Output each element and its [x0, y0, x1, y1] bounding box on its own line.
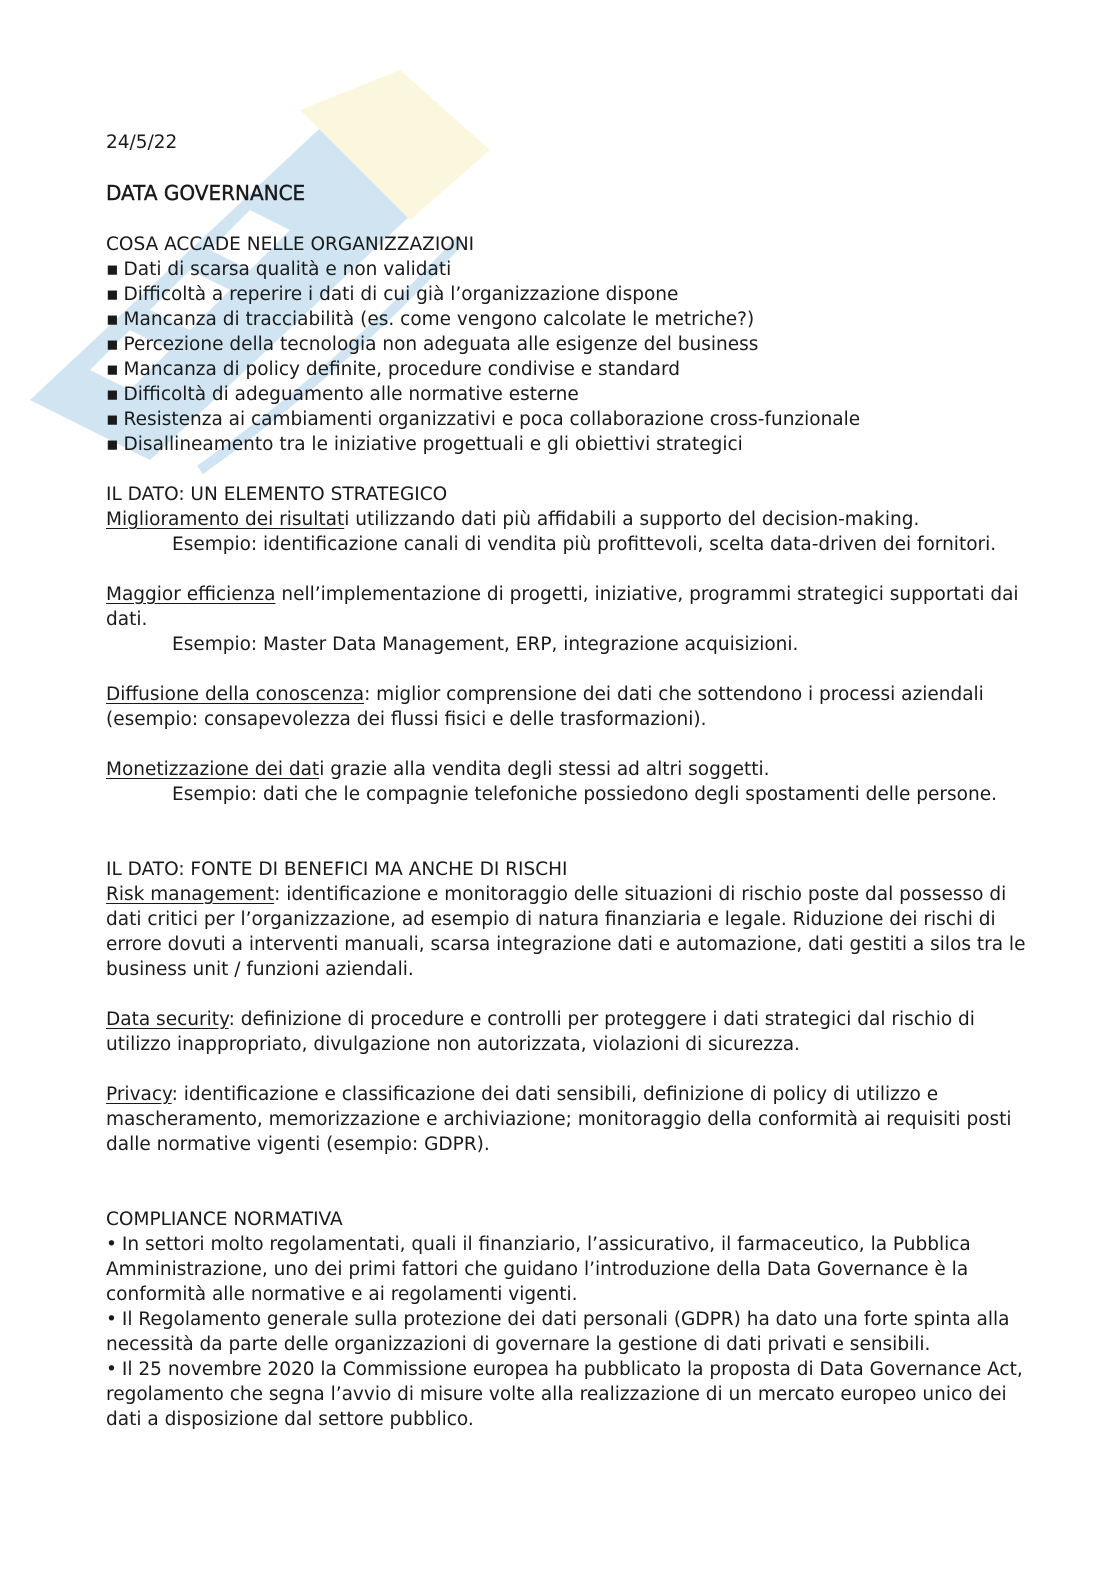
date: 24/5/22 [106, 132, 178, 153]
term-miglioramento: Miglioramento dei risultat [106, 509, 345, 530]
list-item: ▪ Difficoltà a reperire i dati di cui già l’organizzazione dispone [106, 282, 1026, 307]
paragraph-text: i utilizzando dati più affidabili a supporto del decision-making. [344, 509, 920, 530]
section-heading-organizzazioni: COSA ACCADE NELLE ORGANIZZAZIONI [106, 234, 475, 255]
term-security: Data security [106, 1009, 229, 1030]
list-item: ▪ Disallineamento tra le iniziative progettuali e gli obiettivi strategici [106, 432, 1026, 457]
example-efficienza: Esempio: Master Data Management, ERP, integrazione acquisizioni. [172, 634, 799, 655]
page-title: DATA GOVERNANCE [106, 181, 306, 205]
section-heading-rischi: IL DATO: FONTE DI BENEFICI MA ANCHE DI RISCHI [106, 859, 568, 880]
paragraph-text: i grazie alla vendita degli stessi ad altri soggetti. [319, 759, 770, 780]
list-item: ▪ Resistenza ai cambiamenti organizzativi e poca collaborazione cross-funzionale [106, 407, 1026, 432]
paragraph-security [106, 1007, 1026, 1057]
list-item: ▪ Percezione della tecnologia non adeguata alle esigenze del business [106, 332, 1026, 357]
paragraph-text: : identificazione e monitoraggio delle situazioni di rischio poste dal possesso di dati critici per l’organizzazione, ad esempio di natura finanziaria e legale. Riduzione dei rischi di errore dovuti a interventi manuali, scarsa integrazione dati e automazione, dati gestiti a silos tra le business unit / funzioni aziendali. [106, 884, 1026, 980]
example-monetizzazione: Esempio: dati che le compagnie telefoniche possiedono degli spostamenti delle persone. [172, 784, 997, 805]
problems-list [106, 257, 1026, 457]
list-item: • In settori molto regolamentati, quali il finanziario, l’assicurativo, il farmaceutico, la Pubblica Amministrazione, uno dei primi fattori che guidano l’introduzione della Data Governance è la conformità alle normative e ai regolamenti vigenti. [106, 1232, 1026, 1307]
paragraph-text: : identificazione e classificazione dei dati sensibili, definizione di policy di utilizzo e mascheramento, memorizzazione e archiviazione; monitoraggio della conformità ai requisiti posti dalle normative vigenti (esempio: GDPR). [106, 1084, 1012, 1155]
paragraph-risk [106, 882, 1026, 982]
term-monetizzazione: Monetizzazione dei dat [106, 759, 320, 780]
paragraph-text: nell’implementazione di progetti, iniziative, programmi strategici supportati dai dati. [106, 584, 1019, 630]
paragraph-text: : definizione di procedure e controlli per proteggere i dati strategici dal rischio di utilizzo inappropriato, divulgazione non autorizzata, violazioni di sicurezza. [106, 1009, 975, 1055]
list-item: ▪ Difficoltà di adeguamento alle normative esterne [106, 382, 1026, 407]
paragraph-miglioramento [106, 507, 1026, 532]
term-diffusione: Diffusione della conoscenza [106, 684, 365, 705]
list-item: ▪ Mancanza di policy definite, procedure condivise e standard [106, 357, 1026, 382]
section-heading-strategico: IL DATO: UN ELEMENTO STRATEGICO [106, 484, 448, 505]
term-risk: Risk management [106, 884, 275, 905]
term-efficienza: Maggior efficienza [106, 584, 276, 605]
term-privacy: Privacy [106, 1084, 172, 1105]
list-item: ▪ Dati di scarsa qualità e non validati [106, 257, 1026, 282]
paragraph-diffusione [106, 682, 1026, 732]
paragraph-efficienza [106, 582, 1026, 632]
list-item: • Il 25 novembre 2020 la Commissione europea ha pubblicato la proposta di Data Governance Act, regolamento che segna l’avvio di misure volte alla realizzazione di un mercato europeo unico dei dati a disposizione dal settore pubblico. [106, 1357, 1026, 1432]
paragraph-monetizzazione [106, 757, 1026, 782]
paragraph-text: : miglior comprensione dei dati che sottendono i processi aziendali (esempio: consapevolezza dei flussi fisici e delle trasformazioni). [106, 684, 984, 730]
list-item: ▪ Mancanza di tracciabilità (es. come vengono calcolate le metriche?) [106, 307, 1026, 332]
list-item: • Il Regolamento generale sulla protezione dei dati personali (GDPR) ha dato una forte spinta alla necessità da parte delle organizzazioni di governare la gestione di dati privati e sensibili. [106, 1307, 1026, 1357]
paragraph-privacy [106, 1082, 1026, 1157]
example-miglioramento: Esempio: identificazione canali di vendita più profittevoli, scelta data-driven dei fornitori. [172, 534, 997, 555]
document-page [106, 130, 1026, 1432]
compliance-list [106, 1232, 1026, 1432]
section-heading-compliance: COMPLIANCE NORMATIVA [106, 1209, 343, 1230]
